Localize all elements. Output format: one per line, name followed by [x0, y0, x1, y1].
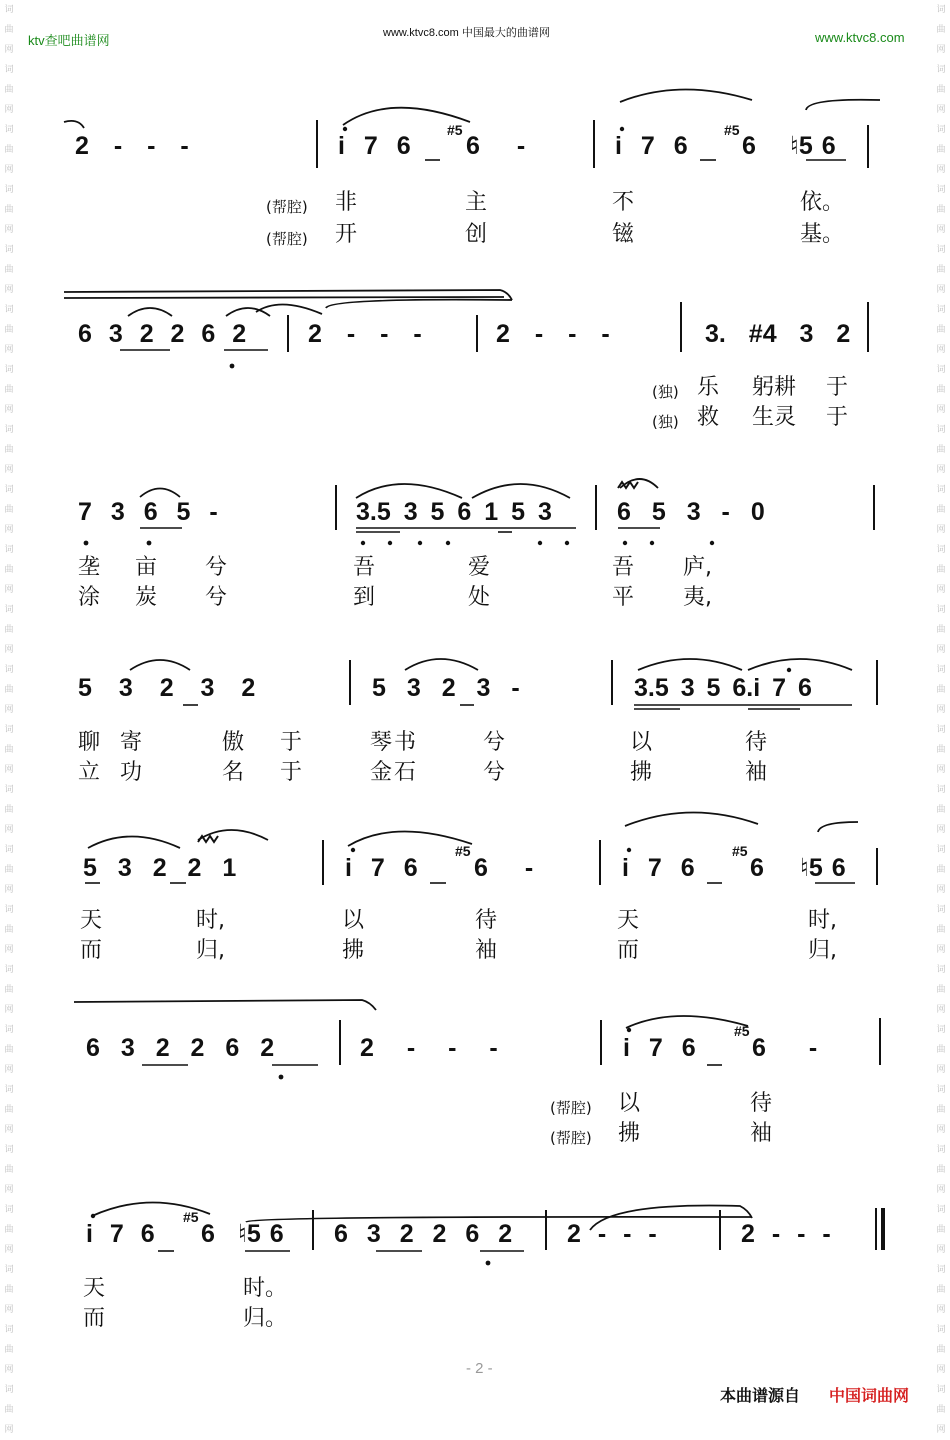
notes-row6-m3a: i 7 6: [623, 1034, 696, 1062]
lyric-row3-l2-w3: 兮: [205, 585, 228, 610]
notes-row4-m2: 5 3 2 3 -: [372, 674, 520, 702]
lyric-row1-l2-w1: 开: [335, 222, 358, 247]
lyric-row4-l1-w2: 寄: [120, 730, 143, 755]
lyric-row5-l1-w5: 天: [617, 908, 640, 933]
notes-row1-m3b: 6: [742, 132, 756, 160]
lyric-row2-l2-w1: 救: [697, 405, 720, 430]
notes-row6-m2: 2 - - -: [360, 1034, 498, 1062]
lyric-row3-l2-w2: 炭: [135, 585, 158, 610]
lyric-row1-l2-w3: 镃: [612, 222, 635, 247]
notes-row7-m4: 2 - - -: [741, 1220, 831, 1248]
notes-row4-m3: 3.5 3 5 6.i 7 6: [634, 674, 812, 702]
notes-row6-m3b: 6 -: [752, 1034, 818, 1062]
ornaments: [198, 482, 638, 842]
notes-row2-m3: 2 - - -: [496, 320, 610, 348]
lyric-row4-l1-w5: 琴书: [370, 730, 419, 755]
notes-row5-m1: 5 3 2 2 1: [83, 854, 237, 882]
lyric-row5-l2-w1: 而: [80, 938, 103, 963]
lyric-row3-l1-w1: 垄: [78, 555, 101, 580]
notes-row7-m2: 6 3 2 2 6 2: [334, 1220, 513, 1248]
lyric-row1-l1-w1: 非: [335, 190, 358, 215]
lyric-row5-l1-w1: 天: [80, 908, 103, 933]
lyric-row5-l1-w4: 待: [475, 908, 498, 933]
lyric-row5-l2-w2: 归,: [196, 938, 225, 963]
footer-source-label: 本曲谱源自: [720, 1386, 801, 1405]
site-url-right[interactable]: www.ktvc8.com: [815, 30, 905, 45]
notes-row7-grace: #5: [183, 1209, 199, 1225]
lyric-row3-l2-w6: 平: [612, 585, 635, 610]
lyric-row1-l1-w3: 不: [612, 190, 635, 215]
lyric-row4-l2-w6: 兮: [483, 760, 506, 785]
footer-site-link[interactable]: 中国词曲网: [829, 1386, 910, 1405]
lyric-row4-l2-w3: 名: [222, 760, 245, 785]
notes-row2-m2: 2 - - -: [308, 320, 422, 348]
lyric-row1-l1-w4: 依。: [800, 190, 845, 215]
lyric-row1-l1-w2: 主: [465, 190, 488, 215]
lyric-row1-l1-tag: (帮腔): [266, 198, 308, 216]
lyric-row3-l2-w7: 夷,: [683, 585, 712, 610]
lyric-row2-l2-w2: 生灵: [752, 405, 797, 430]
lyric-row3-l2-w4: 到: [353, 585, 376, 610]
lyric-row5-l1-w6: 时,: [808, 908, 837, 933]
notes-row1-m3c: ♮5 6: [790, 132, 836, 160]
lyric-row6-l2-w2: 袖: [750, 1121, 773, 1146]
lyric-row4-l2-w5: 金石: [370, 760, 419, 785]
lyric-row5-l2-w3: 拂: [342, 938, 365, 963]
lyric-row3-l2-w1: 涂: [78, 585, 101, 610]
lyric-row6-l2-tag: (帮腔): [550, 1129, 592, 1147]
notes-row1-grace1: #5: [447, 122, 463, 138]
lyric-row3-l1-w7: 庐,: [683, 555, 712, 580]
lyric-row2-l1-w3: 于: [826, 375, 849, 400]
notes-row3-m3: 6 5 3 - 0: [617, 498, 765, 526]
lyric-row4-l1-w1: 聊: [78, 730, 101, 755]
lyric-row5-l1-w3: 以: [342, 908, 365, 933]
notes-row7-m1c: ♮5 6: [238, 1220, 284, 1248]
notes-row5-grace2: #5: [732, 843, 748, 859]
lyric-row1-l2-tag: (帮腔): [266, 230, 308, 248]
lyric-row3-l1-w5: 爱: [468, 555, 491, 580]
lyric-row3-l1-w3: 兮: [205, 555, 228, 580]
notes-row5-grace1: #5: [455, 843, 471, 859]
notes-row2-m1: 6 3 2 2 6 2: [78, 320, 247, 348]
notes-row2-m4: 3. #4 3 2: [705, 320, 851, 348]
notes-row7-m1b: 6: [201, 1220, 215, 1248]
site-name-left[interactable]: ktv查吧曲谱网: [28, 33, 110, 48]
notes-row1-m2b: 6 -: [466, 132, 526, 160]
notes-row7-m1a: i 7 6: [86, 1220, 155, 1248]
lyric-row3-l2-w5: 处: [468, 585, 491, 610]
lyric-row5-l1-w2: 时,: [196, 908, 225, 933]
notes-row4-m1: 5 3 2 3 2: [78, 674, 256, 702]
lyric-row3-l1-w6: 吾: [612, 555, 635, 580]
lyric-row7-l1-w1: 天: [83, 1276, 106, 1301]
lyric-row6-l1-w2: 待: [750, 1091, 773, 1116]
side-watermark-right: 词 曲 网 词 曲 网 词 曲 网 词 曲 网 词 曲 网 词 曲 网 词 曲 网 词 曲 网 词 曲 网 词 曲 网 词 曲 网 词 曲 网 词 曲 网 词 曲 网 词 曲 网 词 曲 网 词 曲 网 词 曲 网 词 曲 网 词 曲 网 词 曲 网 词 曲 网 词 曲 网 词 曲 网: [936, 5, 946, 1435]
notes-row5-m2a: i 7 6: [345, 854, 418, 882]
page-number: - 2 -: [466, 1360, 493, 1377]
lyric-row6-l1-tag: (帮腔): [550, 1099, 592, 1117]
notes-row6-m1: 6 3 2 2 6 2: [86, 1034, 275, 1062]
notes-row5-m2b: 6 -: [474, 854, 534, 882]
lyric-row7-l2-w1: 而: [83, 1306, 106, 1331]
notes-row1-m2a: i 7 6: [338, 132, 411, 160]
notes-row7-m3: 2 - - -: [567, 1220, 657, 1248]
slurs-and-ties: [64, 89, 880, 1230]
lyric-row4-l1-w7: 以: [630, 730, 653, 755]
notes-row5-m3a: i 7 6: [622, 854, 695, 882]
lyric-row4-l2-w4: 于: [280, 760, 303, 785]
side-watermark-left: 词 曲 网 词 曲 网 词 曲 网 词 曲 网 词 曲 网 词 曲 网 词 曲 网 词 曲 网 词 曲 网 词 曲 网 词 曲 网 词 曲 网 词 曲 网 词 曲 网 词 曲 网 词 曲 网 词 曲 网 词 曲 网 词 曲 网 词 曲 网 词 曲 网 词 曲 网 词 曲 网 词 曲 网: [4, 5, 14, 1435]
lyric-row3-l1-w2: 亩: [135, 555, 158, 580]
lyric-row1-l2-w4: 基。: [800, 222, 845, 247]
site-banner-center[interactable]: www.ktvc8.com 中国最大的曲谱网: [383, 27, 550, 39]
lyric-row5-l2-w4: 袖: [475, 938, 498, 963]
notes-row1-m3a: i 7 6: [615, 132, 688, 160]
lyric-row4-l2-w2: 功: [120, 760, 143, 785]
notes-row3-m1: 7 3 6 5 -: [78, 498, 218, 526]
lyric-row2-l2-tag: (独): [652, 413, 679, 431]
underlines: [85, 160, 855, 1251]
lyric-row2-l2-w3: 于: [826, 405, 849, 430]
notes-row1-measure1: 2 - - -: [75, 132, 189, 160]
lyric-row4-l1-w4: 于: [280, 730, 303, 755]
notes-row3-m2: 3.5 3 5 6 1 5 3: [356, 498, 552, 526]
lyric-row6-l2-w1: 拂: [618, 1121, 641, 1146]
lyric-row7-l1-w2: 时。: [243, 1276, 288, 1301]
lyric-row2-l1-w2: 躬耕: [752, 375, 797, 400]
lyric-row4-l1-w3: 傲: [222, 730, 245, 755]
notes-row5-m3c: ♮5 6: [800, 854, 846, 882]
lyric-row4-l1-w6: 兮: [483, 730, 506, 755]
lyric-row2-l1-tag: (独): [652, 383, 679, 401]
lyric-row1-l2-w2: 创: [465, 222, 488, 247]
notes-row6-grace: #5: [734, 1023, 750, 1039]
lyric-row5-l2-w5: 而: [617, 938, 640, 963]
barlines: [288, 120, 883, 1250]
lyric-row4-l2-w7: 拂: [630, 760, 653, 785]
lyric-row4-l1-w8: 待: [745, 730, 768, 755]
lyric-row3-l1-w4: 吾: [353, 555, 376, 580]
notes-row5-m3b: 6: [750, 854, 764, 882]
lyric-row5-l2-w6: 归,: [808, 938, 837, 963]
notes-row1-grace2: #5: [724, 122, 740, 138]
lyric-row2-l1-w1: 乐: [697, 375, 720, 400]
lyric-row7-l2-w2: 归。: [243, 1306, 288, 1331]
lyric-row4-l2-w8: 袖: [745, 760, 768, 785]
lyric-row4-l2-w1: 立: [78, 760, 101, 785]
lyric-row6-l1-w1: 以: [618, 1091, 641, 1116]
